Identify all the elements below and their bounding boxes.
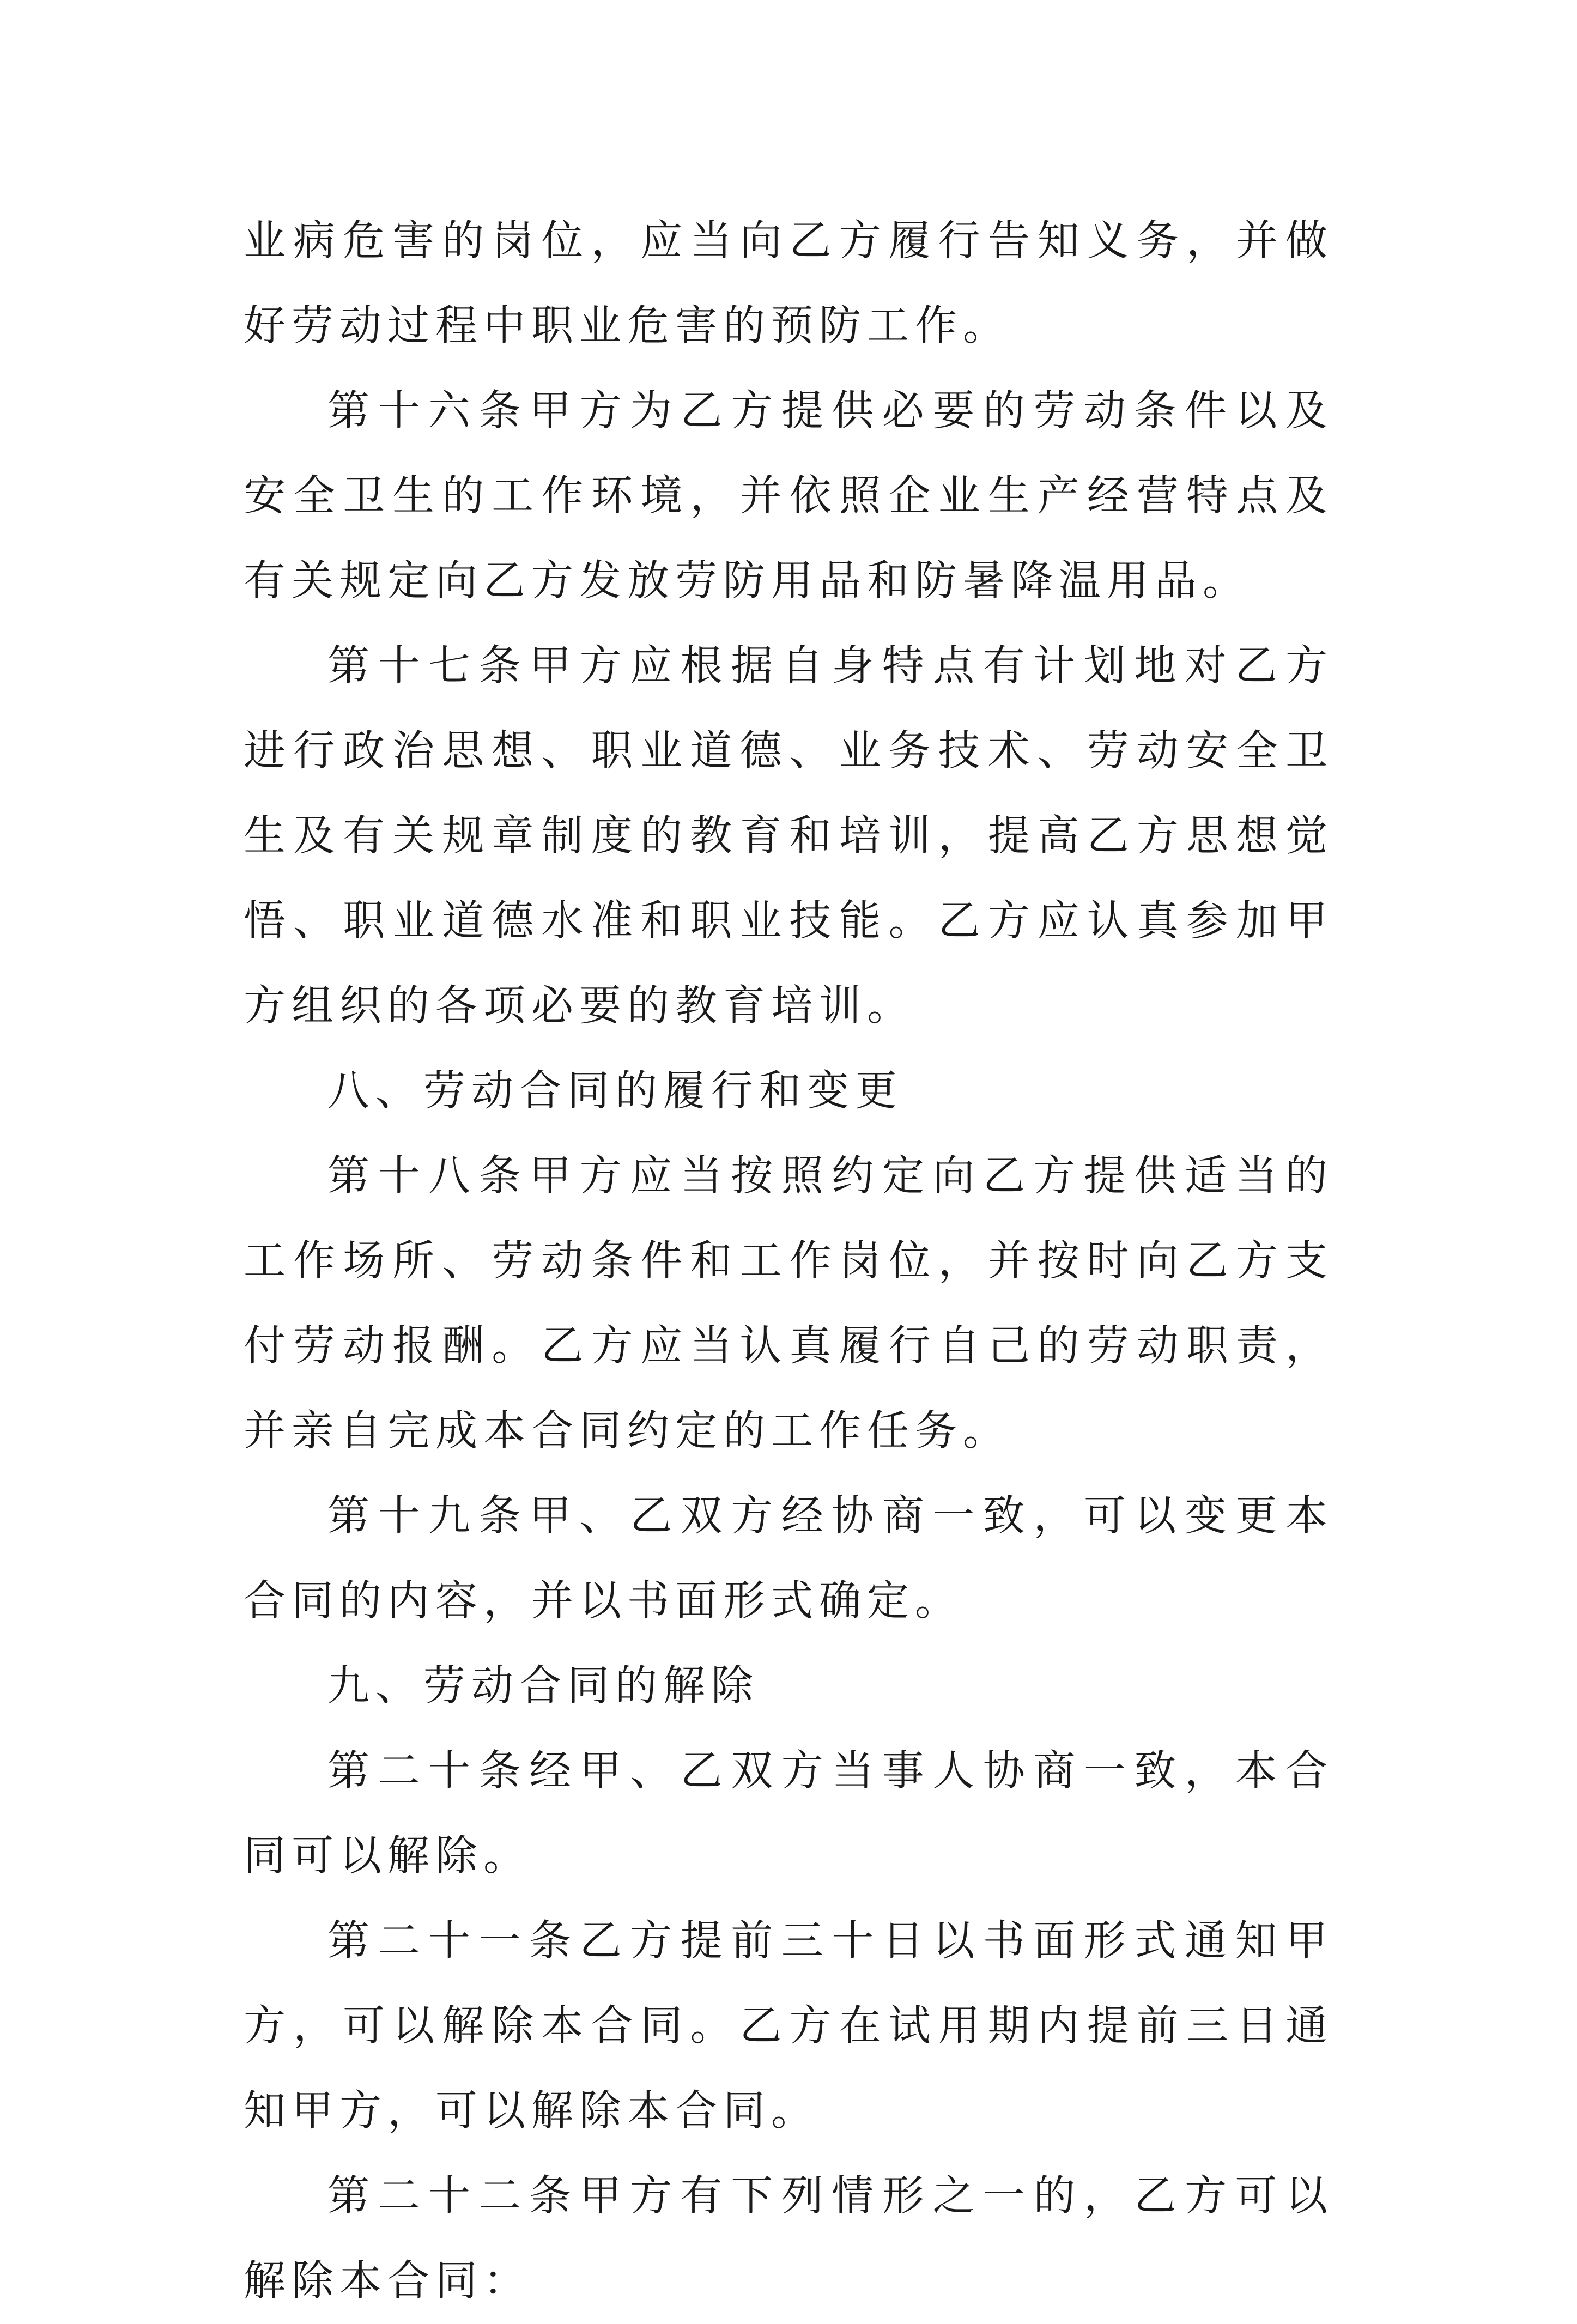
section-heading-8: 八、劳动合同的履行和变更 <box>327 1067 903 1115</box>
paragraph-continuation: 业病危害的岗位，应当向乙方履行告知义务，并做好劳动过程中职业危害的预防工作。 <box>244 217 1333 350</box>
paragraph-article-22: 第二十二条甲方有下列情形之一的，乙方可以解除本合同： <box>244 2172 1333 2305</box>
document-body <box>244 199 1333 2324</box>
paragraph-article-17: 第十七条甲方应根据自身特点有计划地对乙方进行政治思想、职业道德、业务技术、劳动安全卫生及有关规章制度的教育和培训，提高乙方思想觉悟、职业道德水准和职业技能。乙方应认真参加甲方组织的各项必要的教育培训。 <box>244 642 1333 1030</box>
paragraph-article-16: 第十六条甲方为乙方提供必要的劳动条件以及安全卫生的工作环境，并依照企业生产经营特点及有关规定向乙方发放劳防用品和防暑降温用品。 <box>244 387 1333 605</box>
section-heading-9: 九、劳动合同的解除 <box>327 1662 759 1710</box>
paragraph-article-19: 第十九条甲、乙双方经协商一致，可以变更本合同的内容，并以书面形式确定。 <box>244 1492 1333 1625</box>
paragraph-article-18: 第十八条甲方应当按照约定向乙方提供适当的工作场所、劳动条件和工作岗位，并按时向乙方支付劳动报酬。乙方应当认真履行自己的劳动职责，并亲自完成本合同约定的工作任务。 <box>244 1152 1333 1455</box>
paragraph-article-20: 第二十条经甲、乙双方当事人协商一致，本合同可以解除。 <box>244 1747 1333 1880</box>
paragraph-article-21: 第二十一条乙方提前三十日以书面形式通知甲方，可以解除本合同。乙方在试用期内提前三日通知甲方，可以解除本合同。 <box>244 1917 1333 2135</box>
